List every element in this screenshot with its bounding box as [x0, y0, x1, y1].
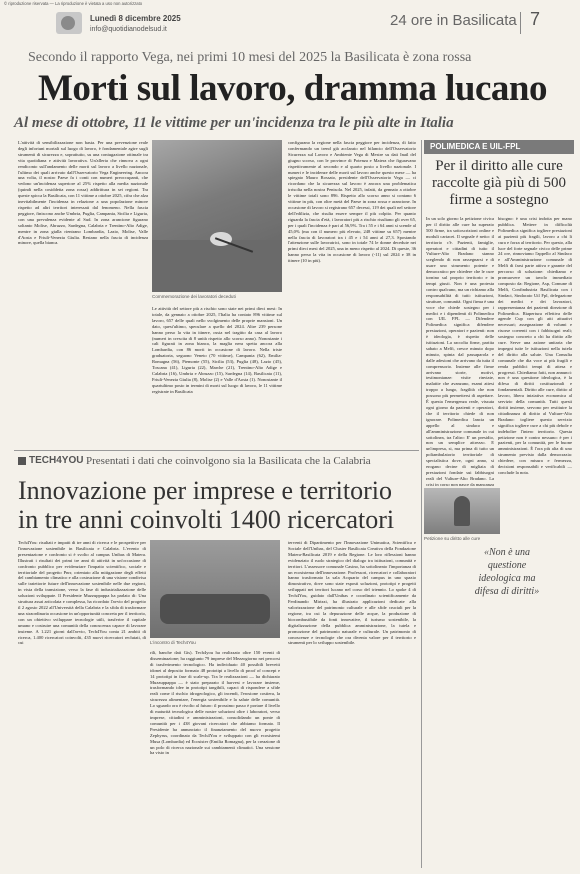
article2-photo-caption: L'incontro di Tech4You [150, 640, 196, 645]
sidebar-divider [421, 140, 422, 868]
sidebar-label: POLIMEDICA E UIL-FPL [424, 140, 574, 154]
article1-col3: configurano la regione nella fascia peggiore per incidenza, di fatto confermando un trend già acclarato nel bilancio dell'Osservatorio Sicurezza sul Lavoro e Ambiente Vega di Mestre su dati Inail del giugno scorso, con le province di Potenza e Matera che figuravano rispettivamente al secondo e al quarto posto a livello nazionale. I numeri e le incidenze delle morti sul lavoro anche questo mese — ha spiegato Mauro Rossato, presidente dell'Osservatorio Vega — ci ricordano che la sicurezza sul lavoro è ancora una problematica irrisolta nella nostra Penisola. Nel 2025, infatti, da gennaio a ottobre le vittime totali sono 896. Rispetto allo scorso anno si contano 6 vittime in più, con oltre metà del Paese in zona rossa e arancione. In occasione di lavoro si registrano 657 decessi, 119 dei quali nel settore dell'edilizia, che risulta essere sempre il più colpito. Per quanto riguarda la fascia d'età, i lavoratori più a rischio risultano gli over 65, per i quali l'incidenza è pari al 56,9%. Tra i 55 e i 64 anni si scende al 45,0% (ma con il numero più elevato, 248 vittime su 657) mentre nella fascia di lavoratori tra i 45 e i 54 anni al 27,3. Spostando l'attenzione sulle lavoratrici, sono in totale 74 le donne decedute nei primi dieci mesi del 2025, una in meno rispetto al 2024. Di queste, 36 hanno perso la vita in occasione di lavoro (-11) sul 2024 e 38 in itinere (10 in più). [288, 140, 416, 264]
article2-top-rule [14, 450, 419, 451]
article1-photo-caption: Commemorazione dei lavoratori deceduti [152, 294, 236, 299]
article2-col3: terventi di Dipartimento per l'Innovazione Unimatica, Scientifica e Sociale dell'Unibas, del Cluster Basilicata Creativa della Fondazione Matera-Basilicata 2019 e della Regione. Le loro riflessioni hanno evidenziato il ruolo strategico del dialogo tra istituzioni, comunità e territori. L'assessore comunale Casino, ha sottolineato l'importanza di un ecosistema dell'innovazione. Professori, ricercatori e collaboratori hanno trasformato la sala Acquario del campus in uno spazio dimostrativo, dove sono state esposti soluzioni, prototipi e progetti sviluppati nei territori lucano nel corso del triennio. Lo spoke 4 di Tech4You, guidato dall'Unibas e coordinato scientificamente da Ferdinando Mirizzi, ha illustrato applicazioni dedicate alla valorizzazione del patrimonio culturale e alle sfide cruciali per la regione, tra cui la depurazione delle acque, la produzione di biocombustibile da fonti innovative, il turismo sostenibile, la digitalizzazione della pubblica amministrazione, la tutela e promozione del patrimonio naturale e culturale. Un patrimonio di conoscenze e tecnologie che ora diventa valore per il territorio e strumenti per lo sviluppo sostenibile. [288, 540, 416, 646]
article1-kicker: Secondo il rapporto Vega, nei primi 10 mesi del 2025 la Basilicata è zona rossa [28, 50, 472, 65]
photo-ground [152, 240, 282, 292]
article2-label-text: TECH4YOU [29, 455, 84, 466]
article2-headline: Innovazione per imprese e territorio in tre anni coinvolti 1400 ricercatori [18, 476, 395, 534]
sidebar-photo-caption: Petizione su diritto alle cure [424, 536, 481, 541]
masthead-divider [520, 12, 521, 34]
page-number: 7 [530, 9, 541, 29]
article2-col1: Tech4You: risultati e impatti di tre anni di ricerca e le prospettive per l'innovazione sostenibile in Basilicata e Calabria. L'evento di presentazione e confronto si è svolto al campus Unibas di Matera. Illustrati i risultati dei primi tre anni di attività in un'occasione di confronto pubblico per evidenziare l'impatto scientifico, sociale e territoriale del progetto Pnrr, orientato alla mitigazione degli effetti del cambiamento climatico e alla costruzione di una visione condivisa sulle traiettorie future dell'innovazione sostenibile nelle due regioni, in vista della transizione, verso la fase di industrializzazione delle soluzioni sviluppate. Il Presidente Muzzuppappa ha parlato di: Una struttura assai articolata e complessa, ha ricordato l'avvio del progetto il 2 agosto 2022 all'Università della Calabria e la sfida di trasformare una straordinaria occasione in un'opportunità concreta per il territorio, con un obiettivo sviluppare tecnologie utili, trasferire il capitale umano e costruire una comunità della conoscenza capace di lavorare insieme. A 1.221 giorni dall'avvio, Tech4You conta 21 ambiti di ricerca, 1.400 ricercatori coinvolti, 435 nuovi ricercatori reclutati, di cui [18, 540, 146, 646]
issue-date: Lunedì 8 dicembre 2025 [90, 14, 181, 23]
article1-col2: Le attività del settore più a rischio sono state nei primi dieci mesi: In totale, da gennaio a ottobre 2025, l'Italia ha contato 896 vittime sul lavoro, 657 delle quali nello svolgimento delle proprie mansioni. Un dato, quest'ultimo, speculare a quello del 2024. Altre 239 persone hanno perso la vita in itinere, ossia nel tragitto da casa al lavoro (numeri in crescita di 8 unità rispetto allo scorso anno). Nonostante i cali figurati in zona bianca, la maglia nera spetta ancora alla Lombardia, con 86 morti in occasione di lavoro. Nella triste graduatoria, seguono Veneto (70 vittime), Campania (62), Emilia-Romagna (56), Piemonte (55), Sicilia (53), Puglia (48), Lazio (45), Toscana (41), Liguria (22), Marche (21), Trentino-Alto Adige e Calabria (16), Umbria e Abruzzo (15), Sardegna (14), Basilicata (11), Friuli-Venezia Giulia (8), Molise (2) e Valle d'Aosta (1). Nonostante il quartultimo posto in termini di morti sul luogo di lavoro, le 11 vittime registrate in Basilicata [152, 306, 282, 394]
article2-label [18, 455, 83, 466]
article2-kicker: Presentati i dati che coinvolgono sia la Basilicata che la Calabria [86, 455, 371, 467]
article2-col2: rili, banche dati Gis). Tech4you ha realizzato oltre 150 eventi di disseminazione; ha raggiunto 79 imprese del Mezzogiorno nei percorsi di trasferimento tecnologico. Ha individuato 40 possibili brevetti idonei al deposito formato 48 prototipi a livello di proof of concept e 14 prototipi in fase di scale-up. Tra le realizzazioni — ha dichiarato Muzzuppappa — è stato preparato il harvest e lavorare insieme, trasformando idee in prototipi tangibili, capaci di rispondere a sfide reali come il rischio idrogeologico, gli incendi, l'erosione costiera, la sicurezza alimentare, l'energia sostenibile e la salute delle comunità. Lo sguardo ora è rivolto al futuro: il prossimo passo è portare il livello di maturità tecnologica delle nostre soluzioni oltre i laboratori, verso imprese, cittadini e amministrazioni, consolidando un ponte di comunità per i 438 giovani ricercatori che abbiamo formato. Il Presidente ha annunciato il finanziamento del nuovo progetto Zephyrus, coordinato da Tech4You e sviluppato con gli ecosistemi Musa (Lombardia) ed Ecosister (Emilia Romagna), per la creazione di un polo di ricerca nazionale sui cambiamenti climatici. Una sessione ha visto in [150, 650, 280, 756]
article1-deck: Al mese di ottobre, 11 le vittime per un'incidenza tra le più alte in Italia [14, 115, 454, 131]
masthead [0, 8, 580, 50]
section-title: 24 ore in Basilicata [390, 12, 517, 29]
newspaper-logo [56, 12, 82, 34]
article1-headline: Morti sul lavoro, dramma lucano [38, 68, 547, 109]
contact-email[interactable]: info@quotidianodelsud.it [90, 26, 167, 33]
sidebar-col2: bisogno: è una crisi indotta per mano pubblica. Mettere in difficoltà Polimedica significa togliere prestazioni ai pazienti più fragili, lavoro a chi li cura e forza al territorio. Per questo, alla luce del forte segnale civico delle prime 24 ore, rinnoviamo l'appello al Sindaco e all'Amministrazione comunale di Melfi di farsi parte attiva e garante del percorso di soluzione: chiediamo e promuovere un tavolo immediato composto da: Regione, Asp, Comune di Melfi, Confindustria Basilicata con i Sindaci, Sindacato Uil Fpl, delegazione dei medici e dei lavoratori, rappresentanza dei pazienti direzione di Polimedica. Riapertura effettiva delle agende Cup con gli atti attuativi necessari; assegnazione di volumi e risorse coerenti con i fabbisogni reali; sostegno concreto a chi ha diritto alle cure. Serve una azione unitaria che impegni tutte le istituzioni nella tutela del diritto alla salute. Una Consulta comunale che dia voce ai più fragili e renda pubblici tempi di attesa e progressi. Chiediamo fatti, non annunci: non è una questione ideologica, è la difesa di diritti costituzionali e fondamentali. Diritto alle cure, diritto al lavoro, libera iniziativa economica al servizio della comunità. Tutti questi diritti insieme, servono per restituire la cittadinanza di diritto al Vulture-Alto Bradano: togliere questo servizio significa togliere cure a chi più debole e indebolire l'intero territorio. Questa petizione non è contro nessuno: è per i pazienti, per la comunità, per le buone amministrazioni. È l'ora più alta di uno strumento previsto dalla democrazia: chiedere, con misura e fermezza, decisioni responsabili e verificabili — conclude la nota. [498, 216, 572, 475]
photo-person [454, 496, 470, 526]
article1-photo [152, 140, 282, 292]
sidebar-pull-quote: «Non è una questione ideologica ma difesa di diritti» [470, 542, 544, 602]
copyright-line: © riproduzione riservata — La riproduzione è vietata a uso non autorizzato [4, 1, 143, 6]
square-bullet-icon [18, 457, 26, 465]
sidebar-photo [424, 488, 500, 534]
article1-col1: L'attività di sensibilizzazione non basta. Per una prevenzione reale degli infortuni mortali sul luogo di lavoro, è fondamentale agire sugli strumenti di sicurezza e, soprattutto, su una coniugazione ottimale tra vita quotidiana e attività lavorativa. Un'allerta che rinnova a ogni rendiconto sull'andamento delle morti sul lavoro a livello nazionale, l'ultimo dei quali arrivato dall'Osservatorio Vega Engineering. Ancora una volta, il nostro Paese fa i conti con numeri preoccupanti, che vedono un'incidenza superiore al 25% rispetto alla media nazionale (quindi nella cosiddetta zona rossa) addirittura in sei regioni. Tra queste spicca la Basilicata, con 11 vittime a ottobre 2025, cifra che alza inevitabilmente l'incidenza in relazione a una popolazione minore rispetto ad altri territori interessati dal fenomeno. Nella fascia peggiore, finiscono anche Umbria, Puglia, Campania, Sicilia e Liguria, con una prevalenza evidente al Sud. In zona arancione figurano soltanto Molise, Abruzzo, Sardegna, Calabria e Trentino-Alto Adige, mentre in zona gialla rientrano Lombardia, Lazio, Molise, Valle d'Aosta e Friuli-Venezia Giulia. Restano nella fascia di incidenza minore, quella bianca. [18, 140, 148, 246]
sidebar-col1: In un solo giorno la petizione civica per il diritto alle cure ha superato 500 firme, tra sottoscrizioni online e moduli cartacei. Il segnale è netto: il territorio c'è. Pazienti, famiglie, operatori e cittadini di tutto il Vulture-Alto Bradano stanno sceglendo di non rassegnarsi e di usare uno strumento potente e democratico per chiedere che le cure tornino sul proprio territorio e in tempi giusti. Non è una protesta contro qualcuno, ma un richiamo alla responsabilità di tutti: istituzioni, strutture, comunità. Ogni firma è una voce che chiede sostegno per i medici e i dipendenti di Polimedica con UIL FPL — Difendere Polimedica significa difendere prestazioni, operatori e pazienti: non è ideologia, è rispetto delle istituzioni. La raccolta firme, partita sabato a Melfi, cresce minuto dopo minuto, spinta dal passaparola e dalle adesioni che arrivano da tutta il comprensorio. Insieme alle firme arrivano storie, motivi, testimonianze: visite rinviate, malattie che avanzano, esami attesi troppo a lungo, fragilità che non possono più permettersi di aspettare. È questa l'emergenza reale, vissuta ogni giorno da pazienti e operatori, che il territorio chiede di non ignorare. Polimedica lancia un appello al sindaco e all'amministrazione comunale in cui sottolinea, tra l'altro: E' un presidio, non un semplice attrezzo. E un'impresa, si, ma prima di tutto un poliambulatorio territoriale di specialistica dove, ogni anno, si erogano decine di migliaia di prestazioni fondate sui fabbisogni reali del Vulture-Alto Bradano. La crisi in corso non nasce da mancanza [426, 216, 494, 487]
logo-sun-icon [61, 16, 75, 30]
sidebar-headline: Per il diritto alle cure raccolte già più di 500 firme a sostegno [431, 158, 567, 208]
article2-photo [150, 540, 280, 638]
photo-audience [160, 594, 270, 624]
